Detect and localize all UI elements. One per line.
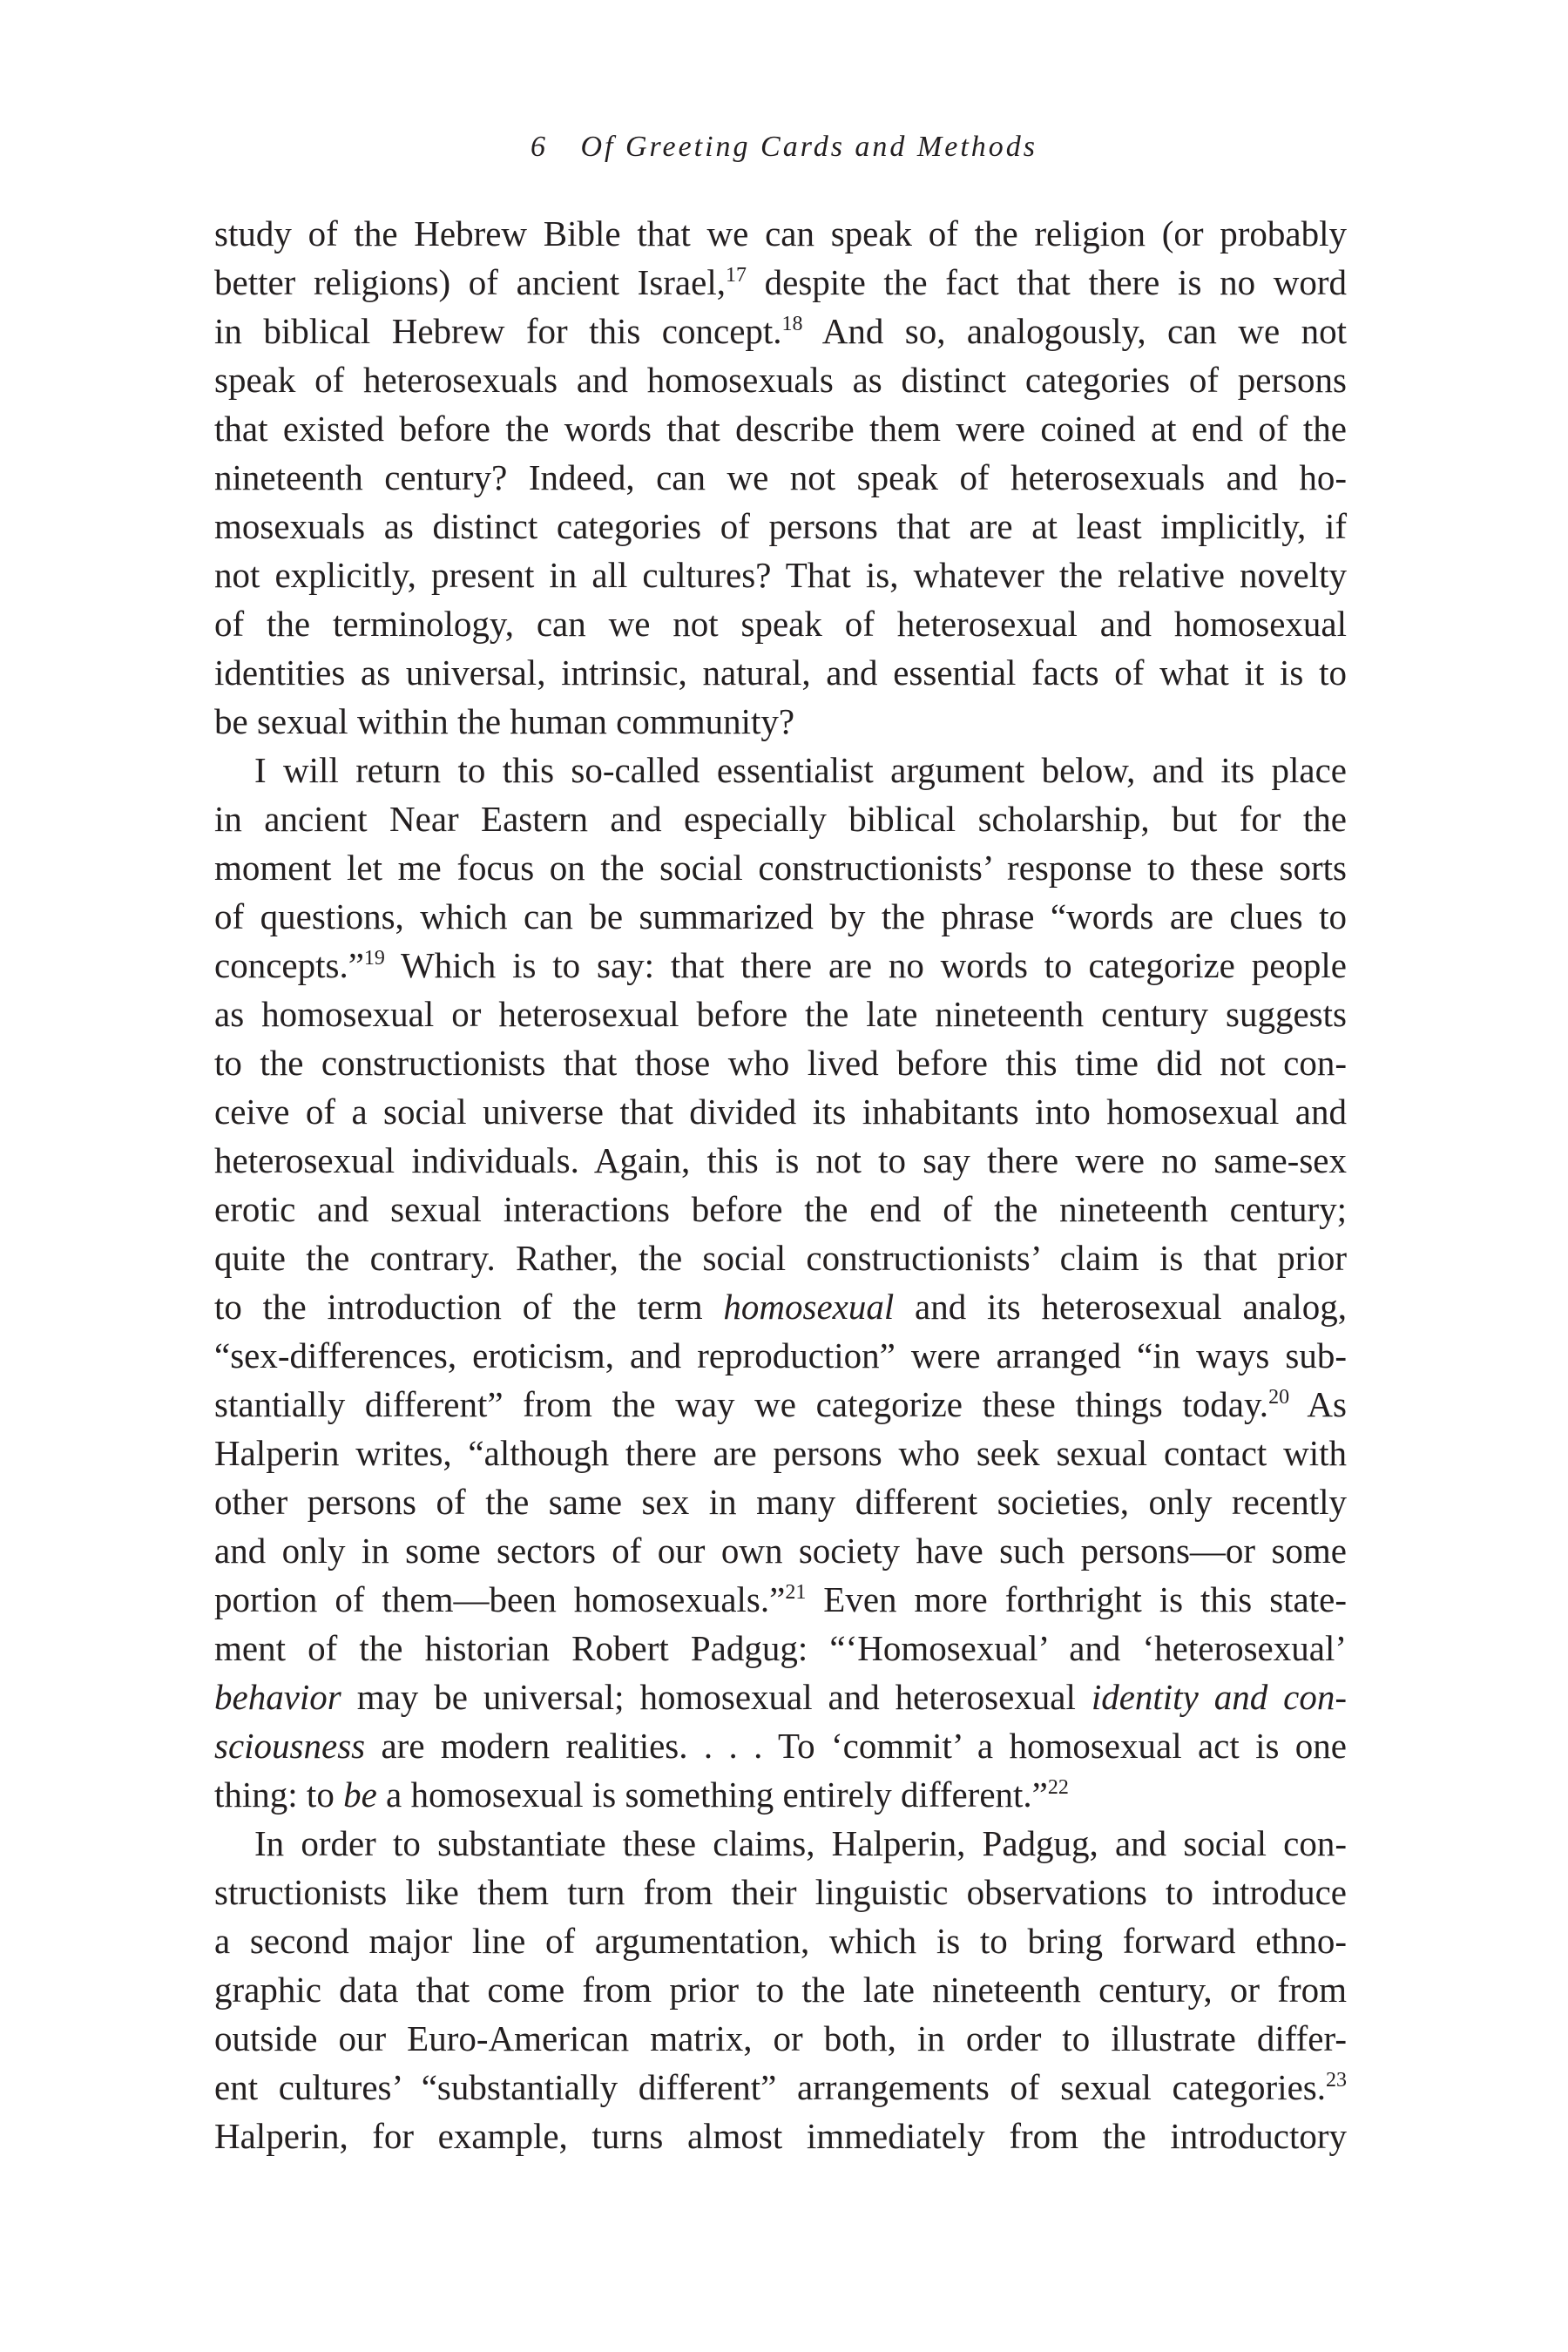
text-line: [214, 1038, 1347, 1087]
text-run: ceive of a social universe that divided its inhabitants into homosexual and: [214, 1092, 1347, 1132]
text-run: And so, analogously, can we not: [802, 311, 1347, 351]
text-run: that existed before the words that describe them were coined at end of the: [214, 409, 1347, 449]
italic-text: sciousness: [214, 1726, 366, 1766]
text-run: study of the Hebrew Bible that we can speak of the religion (or probably: [214, 213, 1347, 253]
text-run: ent cultures’ “substantially different” arrangements of sexual categories.: [214, 2067, 1326, 2107]
footnote-marker: 19: [363, 947, 385, 970]
text-run: graphic data that come from prior to the late nineteenth century, or from: [214, 1970, 1347, 2010]
text-run: portion of them—been homosexuals.”: [214, 1579, 786, 1619]
text-run: and its heterosexual analog,: [894, 1287, 1348, 1327]
text-line: [214, 1868, 1347, 1916]
text-line: [214, 404, 1347, 453]
text-run: I will return to this so-called essentialist argument below, and its place: [254, 750, 1347, 790]
text-run: a second major line of argumentation, which is to bring forward ethno-: [214, 1921, 1347, 1961]
text-line: [214, 1429, 1347, 1477]
text-run: heterosexual individuals. Again, this is not to say there were no same-sex: [214, 1140, 1347, 1180]
text-run: Which is to say: that there are no words to categorize people: [384, 945, 1347, 985]
text-line: [214, 307, 1347, 355]
text-line: [214, 648, 1347, 697]
text-line: [214, 1624, 1347, 1673]
text-run: concepts.”: [214, 945, 364, 985]
text-run: may be universal; homosexual and heterosexual: [341, 1677, 1092, 1717]
italic-text: behavior: [214, 1677, 341, 1717]
text-line: [214, 1770, 1347, 1819]
text-run: As: [1289, 1384, 1347, 1424]
text-line: [214, 990, 1347, 1038]
text-run: other persons of the same sex in many different societies, only recently: [214, 1482, 1347, 1522]
text-line: [214, 2014, 1347, 2063]
text-run: Halperin, for example, turns almost immediately from the introductory: [214, 2116, 1347, 2156]
text-line: [214, 2112, 1347, 2160]
text-line: [214, 892, 1347, 941]
text-run: outside our Euro-American matrix, or both, in order to illustrate differ-: [214, 2018, 1347, 2058]
text-line: [214, 2063, 1347, 2112]
text-line: [214, 794, 1347, 843]
text-line: [214, 453, 1347, 502]
text-line: [214, 1673, 1347, 1721]
text-run: nineteenth century? Indeed, can we not speak of heterosexuals and ho-: [214, 457, 1347, 497]
text-line: [214, 1965, 1347, 2014]
text-run: to the constructionists that those who lived before this time did not con-: [214, 1043, 1347, 1083]
italic-text: be: [343, 1774, 377, 1815]
text-run: be sexual within the human community?: [214, 701, 795, 741]
text-line: [214, 1380, 1347, 1429]
text-line: [214, 209, 1347, 258]
footnote-marker: 21: [785, 1581, 807, 1604]
text-line: [214, 1916, 1347, 1965]
text-line: [214, 1331, 1347, 1380]
text-line: [214, 697, 1347, 746]
text-line: [214, 502, 1347, 551]
text-run: of the terminology, can we not speak of heterosexual and homosexual: [214, 604, 1347, 644]
text-line: [214, 746, 1347, 794]
text-run: erotic and sexual interactions before the end of the nineteenth century;: [214, 1189, 1347, 1229]
text-run: despite the fact that there is no word: [746, 262, 1347, 302]
text-line: [214, 355, 1347, 404]
text-run: to the introduction of the term: [214, 1287, 724, 1327]
text-run: are modern realities. . . . To ‘commit’ a homosexual act is one: [365, 1726, 1347, 1766]
text-line: [214, 1136, 1347, 1185]
footnote-marker: 23: [1326, 2069, 1347, 2092]
text-run: not explicitly, present in all cultures? That is, whatever the relative novelty: [214, 555, 1347, 595]
text-line: [214, 551, 1347, 599]
text-run: In order to substantiate these claims, Halperin, Padgug, and social con-: [254, 1823, 1347, 1863]
text-run: Even more forthright is this state-: [806, 1579, 1347, 1619]
text-run: “sex-differences, eroticism, and reproduction” were arranged “in ways sub-: [214, 1335, 1347, 1375]
text-line: [214, 941, 1347, 990]
text-run: stantially different” from the way we categorize these things today.: [214, 1384, 1269, 1424]
text-line: [214, 1282, 1347, 1331]
text-run: identities as universal, intrinsic, natural, and essential facts of what it is to: [214, 652, 1347, 693]
text-line: [214, 1526, 1347, 1575]
text-line: [214, 1477, 1347, 1526]
text-line: [214, 1819, 1347, 1868]
text-line: [214, 1233, 1347, 1282]
body-text: [214, 209, 1347, 2160]
text-run: as homosexual or heterosexual before the late nineteenth century suggests: [214, 994, 1347, 1034]
text-run: mosexuals as distinct categories of persons that are at least implicitly, if: [214, 506, 1347, 546]
text-run: of questions, which can be summarized by the phrase “words are clues to: [214, 896, 1347, 936]
text-run: moment let me focus on the social constructionists’ response to these sorts: [214, 848, 1347, 888]
footnote-marker: 20: [1268, 1386, 1290, 1409]
text-run: better religions) of ancient Israel,: [214, 262, 726, 302]
text-line: [214, 599, 1347, 648]
italic-text: homosexual: [723, 1287, 895, 1327]
footnote-marker: 17: [725, 264, 747, 287]
text-line: [214, 1721, 1347, 1770]
text-run: quite the contrary. Rather, the social constructionists’ claim is that prior: [214, 1238, 1347, 1278]
text-line: [214, 1087, 1347, 1136]
text-run: Halperin writes, “although there are persons who seek sexual contact with: [214, 1433, 1347, 1473]
text-run: thing: to: [214, 1774, 344, 1815]
text-line: [214, 1185, 1347, 1233]
text-line: [214, 843, 1347, 892]
text-run: structionists like them turn from their linguistic observations to introduce: [214, 1872, 1347, 1912]
text-run: and only in some sectors of our own society have such persons—or some: [214, 1531, 1347, 1571]
italic-text: identity and con-: [1091, 1677, 1348, 1717]
text-run: in ancient Near Eastern and especially biblical scholarship, but for the: [214, 799, 1347, 839]
text-run: ment of the historian Robert Padgug: “‘Homosexual’ and ‘heterosexual’: [214, 1628, 1347, 1668]
footnote-marker: 18: [781, 313, 803, 335]
text-run: a homosexual is something entirely different.”: [376, 1774, 1048, 1815]
text-line: [214, 1575, 1347, 1624]
footnote-marker: 22: [1047, 1776, 1069, 1799]
page-number: 6: [530, 131, 548, 163]
running-head: [0, 132, 1568, 162]
text-run: speak of heterosexuals and homosexuals as distinct categories of persons: [214, 360, 1347, 400]
text-line: [214, 258, 1347, 307]
running-head-title: Of Greeting Cards and Methods: [580, 131, 1038, 163]
text-run: in biblical Hebrew for this concept.: [214, 311, 782, 351]
